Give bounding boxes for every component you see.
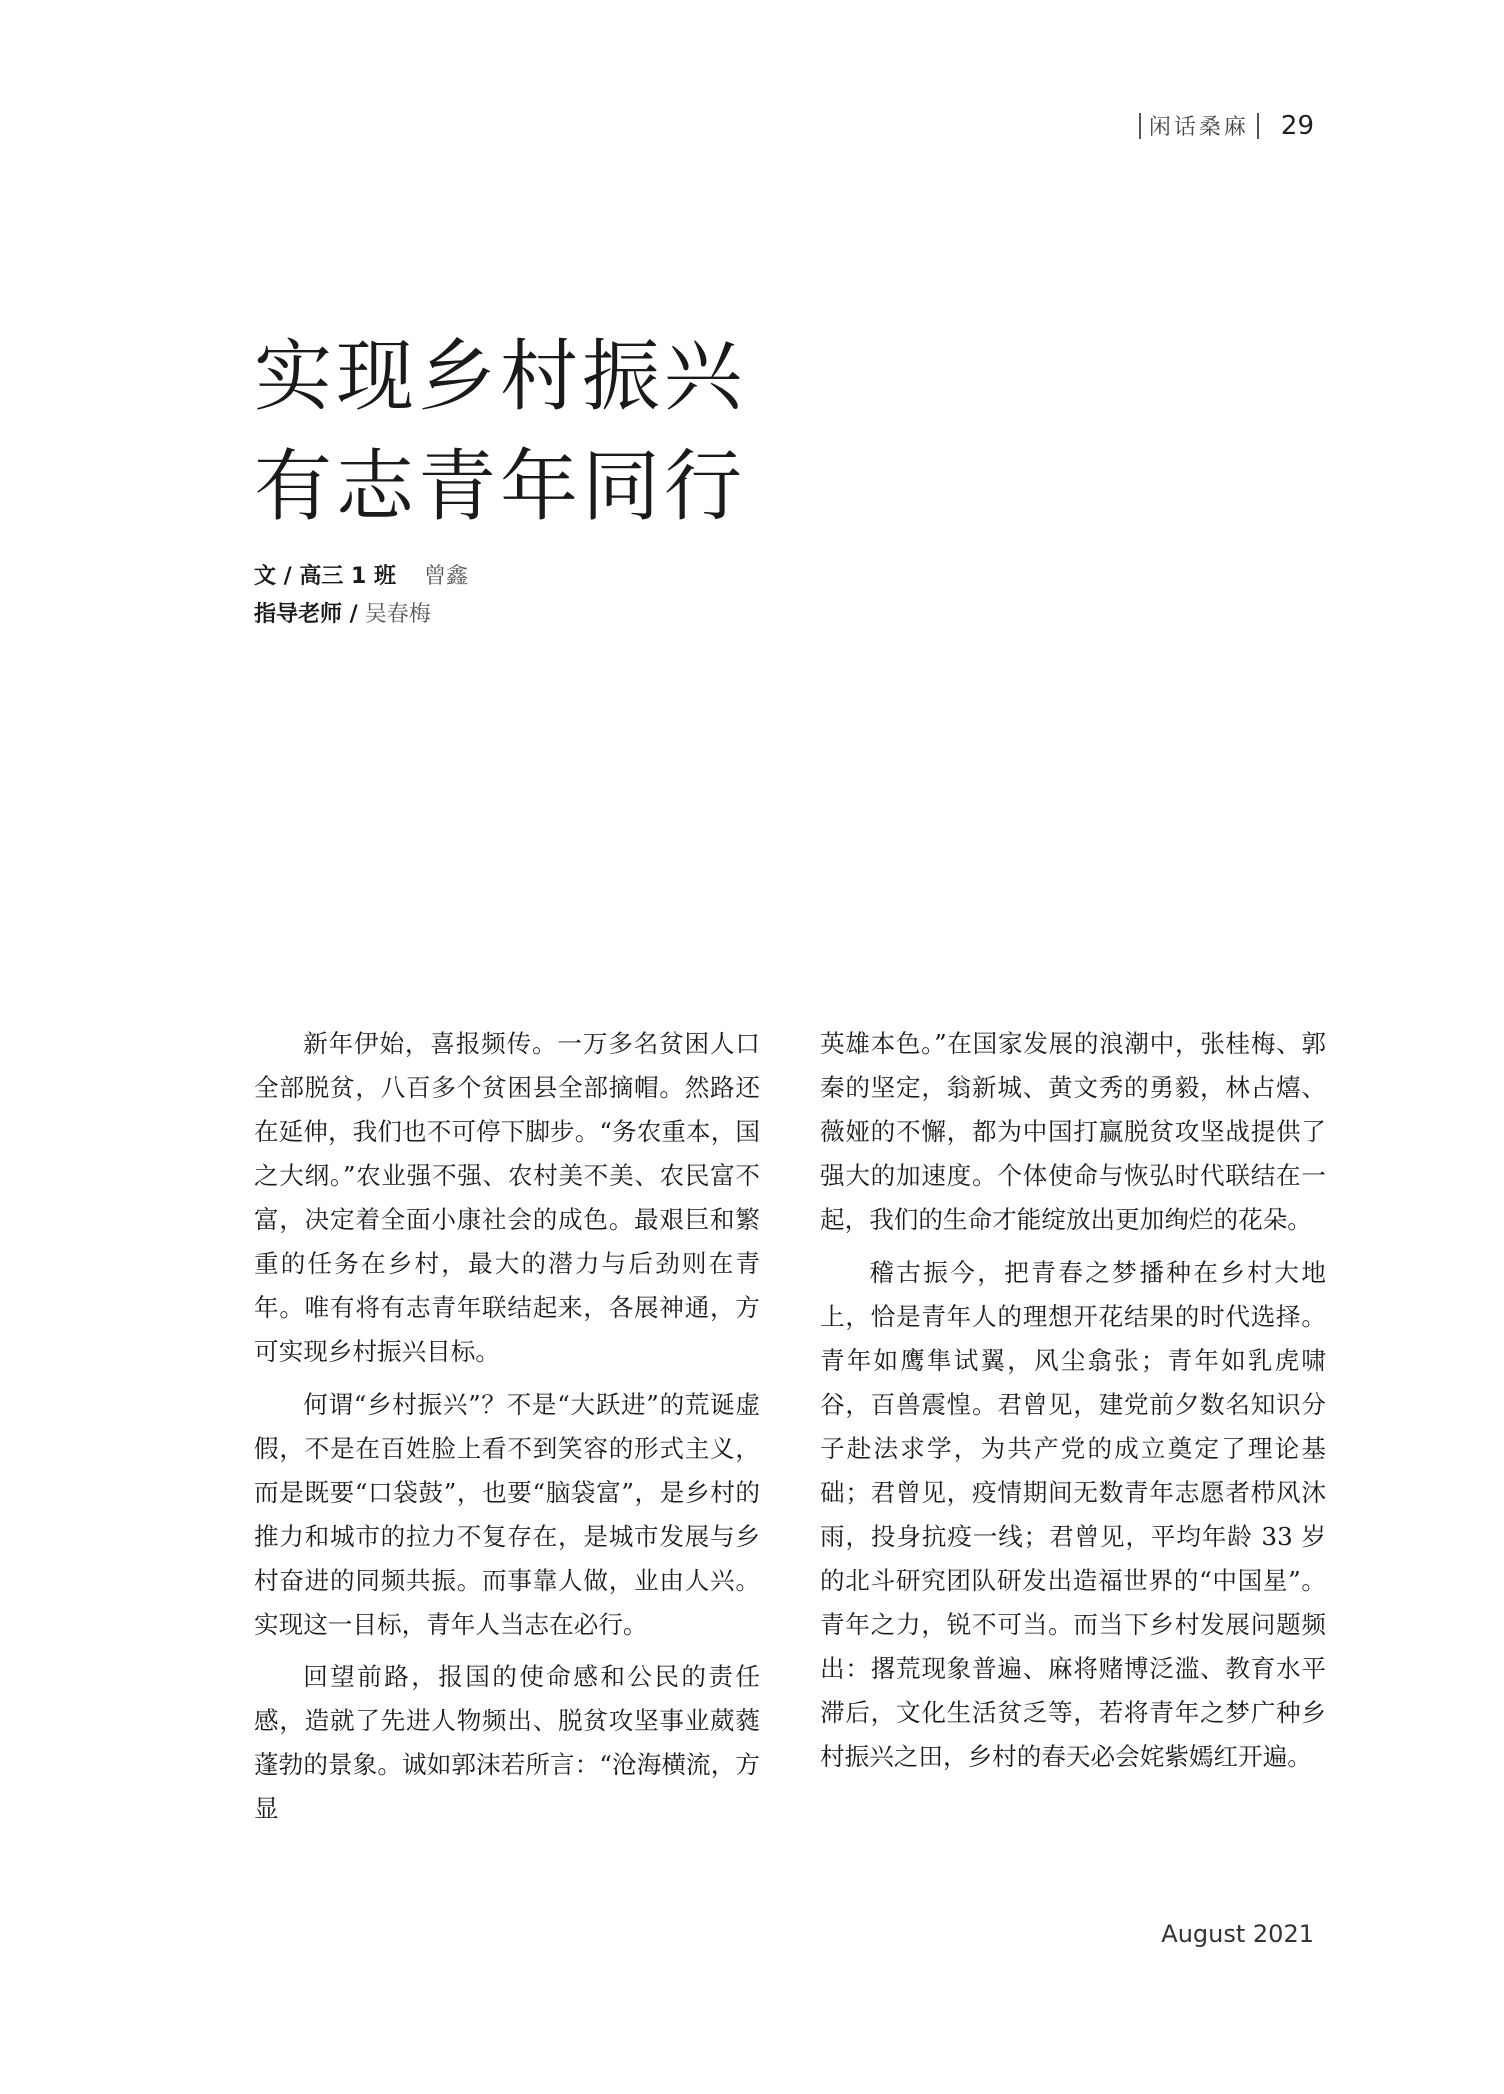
paragraph: 回望前路，报国的使命感和公民的责任感，造就了先进人物频出、脱贫攻坚事业葳蕤蓬勃的景象。诚如郭沫若所言：“沧海横流，方显: [254, 1662, 760, 1823]
page-number: 29: [1280, 110, 1314, 141]
title-line-1: 实现乡村振兴: [254, 332, 747, 422]
running-header: [1139, 110, 1314, 141]
byline: [254, 558, 468, 634]
header-divider-right: [1257, 113, 1259, 139]
issue-date: August 2021: [1161, 1920, 1314, 1948]
author-label: 文 / 高三 1 班: [254, 564, 396, 589]
author-line: [254, 558, 468, 596]
paragraph: 何谓“乡村振兴”？不是“大跃进”的荒诞虚假，不是在百姓脸上看不到笑容的形式主义，而是既要“口袋鼓”，也要“脑袋富”，是乡村的推力和城市的拉力不复存在，是城市发展与乡村奋进的同频共振。而事靠人做，业由人兴。实现这一目标，青年人当志在必行。: [254, 1389, 760, 1639]
body-column-left: [254, 1022, 760, 1840]
paragraph-continued: 英雄本色。”在国家发展的浪潮中，张桂梅、郭秦的坚定，翁新城、黄文秀的勇毅，林占熺、薇娅的不懈，都为中国打赢脱贫攻坚战提供了强大的加速度。个体使命与恢弘时代联结在一起，我们的生命才能绽放出更加绚烂的花朵。: [820, 1029, 1326, 1234]
author-name: 曾鑫: [423, 564, 468, 589]
article-title: [254, 322, 746, 542]
section-name: 闲话桑麻: [1148, 115, 1249, 140]
header-divider-left: [1139, 113, 1141, 139]
body-column-right: [820, 1022, 1326, 1787]
advisor-name: 吴春梅: [364, 602, 431, 627]
paragraph: 新年伊始，喜报频传。一万多名贫困人口全部脱贫，八百多个贫困县全部摘帽。然路还在延伸，我们也不可停下脚步。“务农重本，国之大纲。”农业强不强、农村美不美、农民富不富，决定着全面小康社会的成色。最艰巨和繁重的任务在乡村，最大的潜力与后劲则在青年。唯有将有志青年联结起来，各展神通，方可实现乡村振兴目标。: [254, 1029, 760, 1366]
advisor-label: 指导老师 /: [254, 602, 358, 627]
advisor-line: [254, 596, 468, 634]
title-line-2: 有志青年同行: [254, 442, 747, 532]
paragraph: 稽古振今，把青春之梦播种在乡村大地上，恰是青年人的理想开花结果的时代选择。青年如鹰隼试翼，风尘翕张；青年如乳虎啸谷，百兽震惶。君曾见，建党前夕数名知识分子赴法求学，为共产党的成立奠定了理论基础；君曾见，疫情期间无数青年志愿者栉风沐雨，投身抗疫一线；君曾见，平均年龄 33 岁的北斗研究团队研发出造福世界的“中国星”。青年之力，锐不可当。而当下乡村发展问题频出：撂荒现象普遍、麻将赌博泛滥、教育水平滞后，文化生活贫乏等，若将青年之梦广种乡村振兴之田，乡村的春天必会姹紫嫣红开遍。: [820, 1257, 1326, 1771]
